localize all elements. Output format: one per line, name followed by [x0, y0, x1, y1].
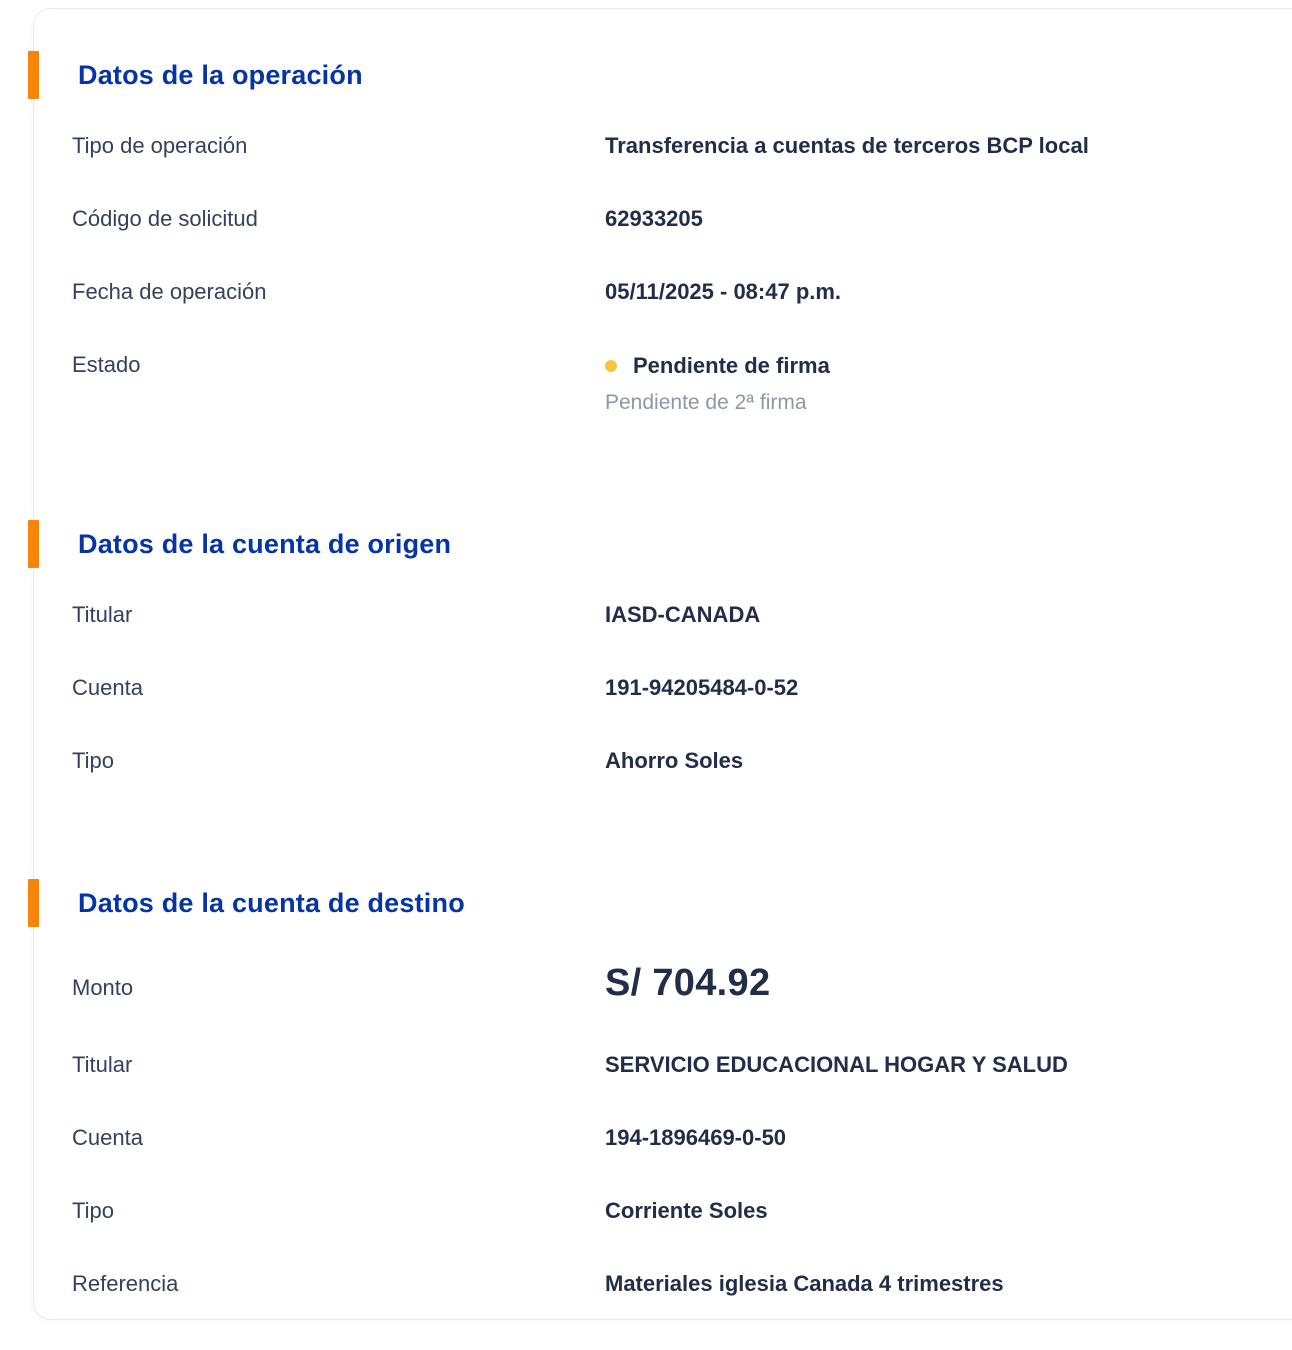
status-value: Pendiente de firma [633, 353, 830, 378]
field-value: Ahorro Soles [605, 748, 744, 773]
status-subtext: Pendiente de 2ª firma [605, 391, 807, 414]
field-value: 191-94205484-0-52 [605, 675, 799, 700]
field-label: Código de solicitud [72, 206, 258, 231]
field-value: 194-1896469-0-50 [605, 1125, 787, 1150]
field-value: IASD-CANADA [605, 602, 761, 627]
field-value: Corriente Soles [605, 1198, 768, 1223]
section-header [72, 879, 1275, 927]
row-destination-account-type [72, 1197, 1275, 1225]
field-label: Estado [72, 352, 141, 377]
row-destination-account-number [72, 1124, 1275, 1152]
amount-value: S/ 704.92 [605, 962, 771, 1004]
accent-bar [28, 520, 39, 568]
field-value: Transferencia a cuentas de terceros BCP local [605, 133, 1089, 158]
field-label: Titular [72, 602, 133, 627]
field-label: Tipo de operación [72, 133, 248, 158]
accent-bar [28, 879, 39, 927]
status-line [605, 352, 1275, 380]
row-origin-holder [72, 601, 1275, 629]
status-cell [605, 352, 1275, 416]
field-label: Monto [72, 975, 134, 1000]
section-origin-account [72, 520, 1275, 775]
section-destination-account [72, 879, 1275, 1298]
operation-detail-card [33, 8, 1292, 1320]
status-pending-dot-icon [605, 360, 617, 372]
field-label: Tipo [72, 748, 114, 773]
row-operation-date [72, 278, 1275, 306]
row-operation-type [72, 132, 1275, 160]
section-title: Datos de la operación [78, 59, 363, 90]
field-value: SERVICIO EDUCACIONAL HOGAR Y SALUD [605, 1052, 1068, 1077]
field-value: 62933205 [605, 206, 703, 231]
field-label: Referencia [72, 1271, 179, 1296]
field-label: Titular [72, 1052, 133, 1077]
row-destination-holder [72, 1051, 1275, 1079]
row-reference [72, 1270, 1275, 1298]
field-value: Materiales iglesia Canada 4 trimestres [605, 1271, 1004, 1296]
section-title: Datos de la cuenta de origen [78, 528, 452, 559]
field-label: Fecha de operación [72, 279, 267, 304]
row-status [72, 351, 1275, 416]
field-label: Cuenta [72, 675, 143, 700]
row-request-code [72, 205, 1275, 233]
section-header [72, 520, 1275, 568]
field-label: Cuenta [72, 1125, 143, 1150]
field-label: Tipo [72, 1198, 114, 1223]
section-operation-data [72, 51, 1275, 416]
row-origin-account-number [72, 674, 1275, 702]
accent-bar [28, 51, 39, 99]
section-title: Datos de la cuenta de destino [78, 887, 465, 918]
row-origin-account-type [72, 747, 1275, 775]
section-header [72, 51, 1275, 99]
field-value: 05/11/2025 - 08:47 p.m. [605, 279, 842, 304]
row-amount [72, 960, 1275, 1006]
